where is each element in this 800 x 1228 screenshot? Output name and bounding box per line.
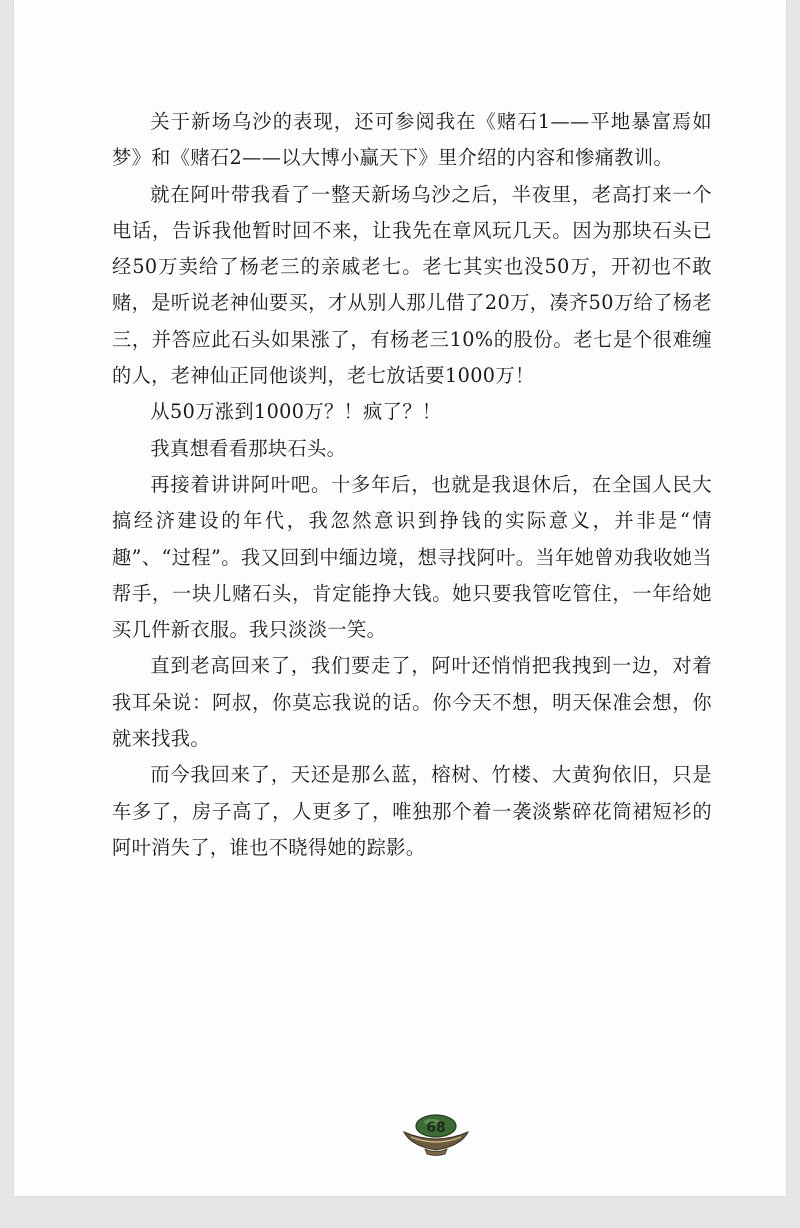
page-number: 68 — [426, 1120, 446, 1136]
paragraph-2: 就在阿叶带我看了一整天新场乌沙之后，半夜里，老高打来一个电话，告诉我他暂时回不来，让我先在章风玩几天。因为那块石头已经50万卖给了杨老三的亲戚老七。老七其实也没50万，开初也不敢赌，是听说老神仙要买，才从别人那儿借了20万，凑齐50万给了杨老三，并答应此石头如果涨了，有杨老三10%的股份。老七是个很难缠的人，老神仙正同他谈判，老七放话要1000万！ — [112, 182, 712, 388]
paragraph-7: 而今我回来了，天还是那么蓝，榕树、竹楼、大黄狗依旧，只是车多了，房子高了，人更多了，唯独那个着一袭淡紫碎花筒裙短衫的阿叶消失了，谁也不晓得她的踪影。 — [112, 763, 712, 859]
paragraph-6: 直到老高回来了，我们要走了，阿叶还悄悄把我拽到一边，对着我耳朵说：阿叔，你莫忘我说的话。你今天不想，明天保准会想，你就来找我。 — [112, 654, 712, 751]
page-number-badge — [401, 1110, 471, 1160]
paragraph-4: 我真想看看那块石头。 — [150, 436, 347, 460]
paragraph-5: 再接着讲讲阿叶吧。十多年后，也就是我退休后，在全国人民大搞经济建设的年代，我忽然意识到挣钱的实际意义，并非是“情趣”、“过程”。我又回到中缅边境，想寻找阿叶。当年她曾劝我收她当帮手，一块儿赌石头，肯定能挣大钱。她只要我管吃管住，一年给她买几件新衣服。我只淡淡一笑。 — [112, 472, 712, 642]
paragraph-3: 从50万涨到1000万？！疯了？！ — [150, 400, 442, 424]
paragraph-1: 关于新场乌沙的表现，还可参阅我在《赌石1——平地暴富焉如梦》和《赌石2——以大博小赢天下》里介绍的内容和惨痛教训。 — [112, 110, 712, 170]
book-page — [14, 0, 786, 1196]
body-text — [112, 104, 712, 866]
